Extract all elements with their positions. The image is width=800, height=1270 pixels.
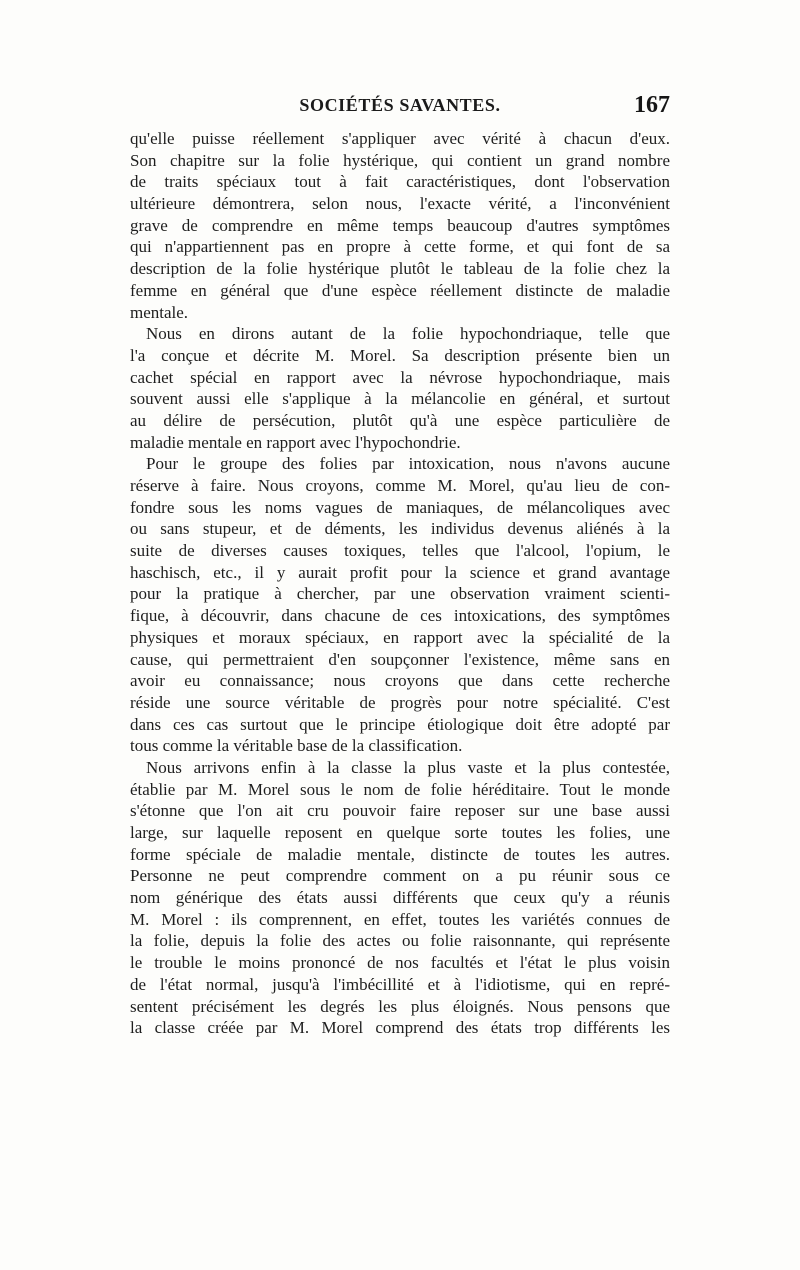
text-line: qui n'appartiennent pas en propre à cette forme, et qui font de sa: [130, 237, 670, 257]
text-line: de l'état normal, jusqu'à l'imbécillité et à l'idiotisme, qui en repré-: [130, 974, 670, 994]
text-line: souvent aussi elle s'applique à la mélancolie en général, et surtout: [130, 389, 670, 409]
text-line: fique, à découvrir, dans chacune de ces intoxications, des symptômes: [130, 606, 670, 626]
text-line: réserve à faire. Nous croyons, comme M. Morel, qu'au lieu de con-: [130, 476, 670, 495]
text-line: pour la pratique à chercher, par une observation vraiment scienti-: [130, 584, 670, 604]
page-header: [130, 92, 670, 120]
text-line: fondre sous les noms vagues de maniaques, de mélancoliques avec: [130, 497, 670, 517]
text-line: Nous arrivons enfin à la classe la plus vaste et la plus contestée,: [146, 757, 670, 777]
body-text: [130, 128, 670, 1039]
text-line: large, sur laquelle reposent en quelque sorte toutes les folies, une: [130, 823, 670, 842]
text-line: nom générique des états aussi différents que ceux qu'y a réunis: [130, 888, 670, 908]
text-line: s'étonne que l'on ait cru pouvoir faire reposer sur une base aussi: [130, 801, 670, 821]
page-number: 167: [634, 92, 670, 118]
text-line: le trouble le moins prononcé de nos facultés et l'état le plus voisin: [130, 953, 670, 973]
paragraph: [130, 453, 670, 757]
text-line: suite de diverses causes toxiques, telles que l'alcool, l'opium, le: [130, 541, 670, 561]
running-title: SOCIÉTÉS SAVANTES.: [299, 95, 501, 115]
text-line: ultérieure démontrera, selon nous, l'exacte vérité, a l'inconvénient: [130, 194, 670, 214]
paragraph: [130, 128, 670, 323]
text-line: physiques et moraux spéciaux, en rapport avec la spécialité de la: [130, 627, 670, 647]
text-line: cachet spécial en rapport avec la névrose hypochondriaque, mais: [130, 367, 670, 387]
text-line: cause, qui permettraient d'en soupçonner l'existence, même sans en: [130, 649, 670, 669]
text-line: Personne ne peut comprendre comment on a pu réunir sous ce: [130, 866, 670, 886]
text-line: Pour le groupe des folies par intoxication, nous n'avons aucune: [146, 454, 670, 474]
text-line: au délire de persécution, plutôt qu'à une espèce particulière de: [130, 410, 670, 430]
text-line: M. Morel : ils comprennent, en effet, toutes les variétés connues de: [130, 909, 670, 929]
text-line: mentale.: [130, 302, 189, 322]
text-line: grave de comprendre en même temps beaucoup d'autres symptômes: [130, 215, 670, 235]
text-line: sentent précisément les degrés les plus éloignés. Nous pensons que: [130, 996, 670, 1016]
text-line: réside une source véritable de progrès pour notre spécialité. C'est: [130, 692, 670, 712]
text-line: dans ces cas surtout que le principe étiologique doit être adopté par: [130, 714, 670, 734]
text-line: maladie mentale en rapport avec l'hypochondrie.: [130, 432, 461, 452]
text-line: femme en général que d'une espèce réellement distincte de maladie: [130, 280, 670, 300]
text-line: la classe créée par M. Morel comprend des états trop différents les: [130, 1018, 670, 1038]
text-line: avoir eu connaissance; nous croyons que dans cette recherche: [130, 671, 670, 691]
text-line: la folie, depuis la folie des actes ou folie raisonnante, qui représente: [130, 931, 670, 951]
text-line: description de la folie hystérique plutôt le tableau de la folie chez la: [130, 259, 670, 279]
text-line: haschisch, etc., il y aurait profit pour la science et grand avantage: [130, 562, 670, 582]
text-line: l'a conçue et décrite M. Morel. Sa description présente bien un: [130, 345, 670, 365]
text-line: de traits spéciaux tout à fait caractéristiques, dont l'observation: [130, 172, 670, 192]
text-line: forme spéciale de maladie mentale, distincte de toutes les autres.: [130, 844, 670, 864]
paragraph: [130, 323, 670, 453]
text-line: ou sans stupeur, et de déments, les individus devenus aliénés à la: [130, 519, 670, 539]
text-line: Son chapitre sur la folie hystérique, qui contient un grand nombre: [130, 150, 670, 170]
text-line: qu'elle puisse réellement s'appliquer avec vérité à chacun d'eux.: [130, 129, 670, 148]
text-line: Nous en dirons autant de la folie hypochondriaque, telle que: [146, 324, 670, 344]
text-line: tous comme la véritable base de la classification.: [130, 736, 463, 756]
paragraph: [130, 757, 670, 1039]
text-line: établie par M. Morel sous le nom de folie héréditaire. Tout le monde: [130, 779, 670, 799]
